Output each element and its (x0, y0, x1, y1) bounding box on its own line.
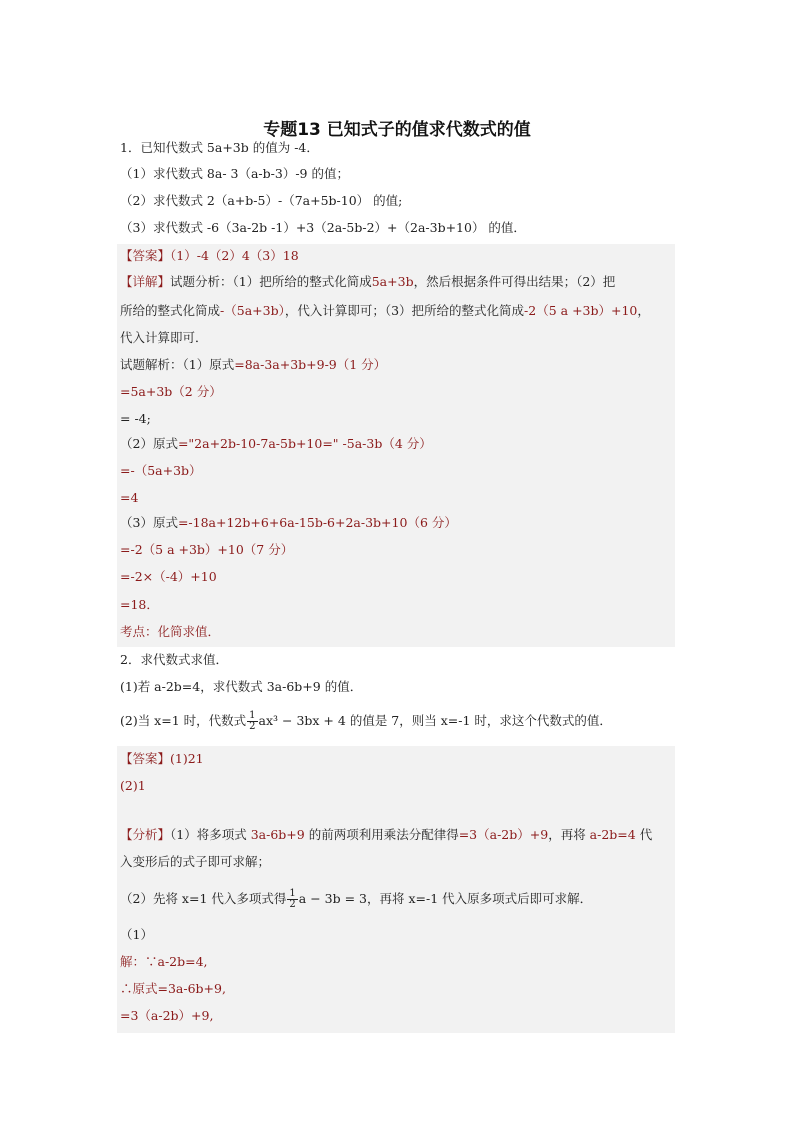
s2-answer: 【答案】(1)21 (120, 751, 204, 766)
fraction-one-half: $\frac{1}{2}$ (289, 888, 296, 910)
page-title: 专题13 已知式子的值求代数式的值 (263, 120, 531, 140)
q1-part1: （1）求代数式 8a- 3（a-b-3）-9 的值； (120, 166, 349, 181)
s1-detail-line1: 【详解】试题分析：（1）把所给的整式化简成5a+3b，然后根据条件可得出结果；（2）把 (120, 274, 616, 289)
s1-step5: =-（5a+3b） (120, 463, 202, 478)
s1-step2: =5a+3b（2 分） (120, 384, 222, 399)
fraction-one-half: $\frac{1}{2}$ (249, 710, 256, 732)
s2-answer-2: (2)1 (120, 778, 146, 793)
s2-analysis-line1: 【分析】（1）将多项式 3a-6b+9 的前两项利用乘法分配律得=3（a-2b）+9，再将 a-2b=4 代 (120, 827, 653, 842)
s1-step7: （3）原式=-18a+12b+6+6a-15b-6+2a-3b+10（6 分） (120, 515, 457, 530)
q1-part2: （2）求代数式 2（a+b-5）-（7a+5b-10） 的值; (120, 193, 403, 208)
s1-step8: =-2（5 a +3b）+10（7 分） (120, 542, 294, 557)
s1-topic: 考点：化简求值． (120, 624, 221, 639)
q1-part3: （3）求代数式 -6（3a-2b -1）+3（2a-5b-2）+（2a-3b+10） 的值． (120, 220, 526, 235)
s2-work-4: =3（a-2b）+9, (120, 1008, 214, 1023)
s1-answer: 【答案】（1）-4（2）4（3）18 (120, 248, 299, 263)
s1-step4: （2）原式="2a+2b-10-7a-5b+10=" -5a-3b（4 分） (120, 436, 432, 451)
q2-stem: 2．求代数式求值． (120, 652, 228, 667)
q1-stem: 1．已知代数式 5a+3b 的值为 -4． (120, 140, 319, 155)
s2-work-3: ∴原式=3a-6b+9, (120, 981, 226, 996)
s1-step10: =18． (120, 597, 159, 612)
s1-step6: =4 (120, 490, 139, 505)
s2-work-2: 解：∵a-2b=4, (120, 954, 208, 969)
s1-step9: =-2×（-4）+10 (120, 569, 217, 584)
s2-work-1: （1） (120, 927, 153, 942)
s1-step3: = -4; (120, 411, 151, 426)
s1-step1: 试题解析：（1）原式=8a-3a+3b+9-9（1 分） (120, 357, 387, 372)
s1-detail-line3: 代入计算即可． (120, 330, 208, 345)
s2-analysis-line3: （2）先将 x=1 代入多项式得 $\frac{1}{2}$ a − 3b = 3，再将 x=-1 代入原多项式后即可求解． (120, 888, 593, 910)
q2-part2: (2)当 x=1 时，代数式 $\frac{1}{2}$ ax³ − 3bx + 4 的值是 7，则当 x=-1 时，求这个代数式的值． (120, 710, 612, 732)
q2-part1: (1)若 a-2b=4，求代数式 3a-6b+9 的值． (120, 679, 363, 694)
s1-detail-line2: 所给的整式化简成-（5a+3b），代入计算即可；（3）把所给的整式化简成-2（5 a +3b）+10， (120, 303, 650, 318)
s2-analysis-line2: 入变形后的式子即可求解； (120, 854, 271, 869)
